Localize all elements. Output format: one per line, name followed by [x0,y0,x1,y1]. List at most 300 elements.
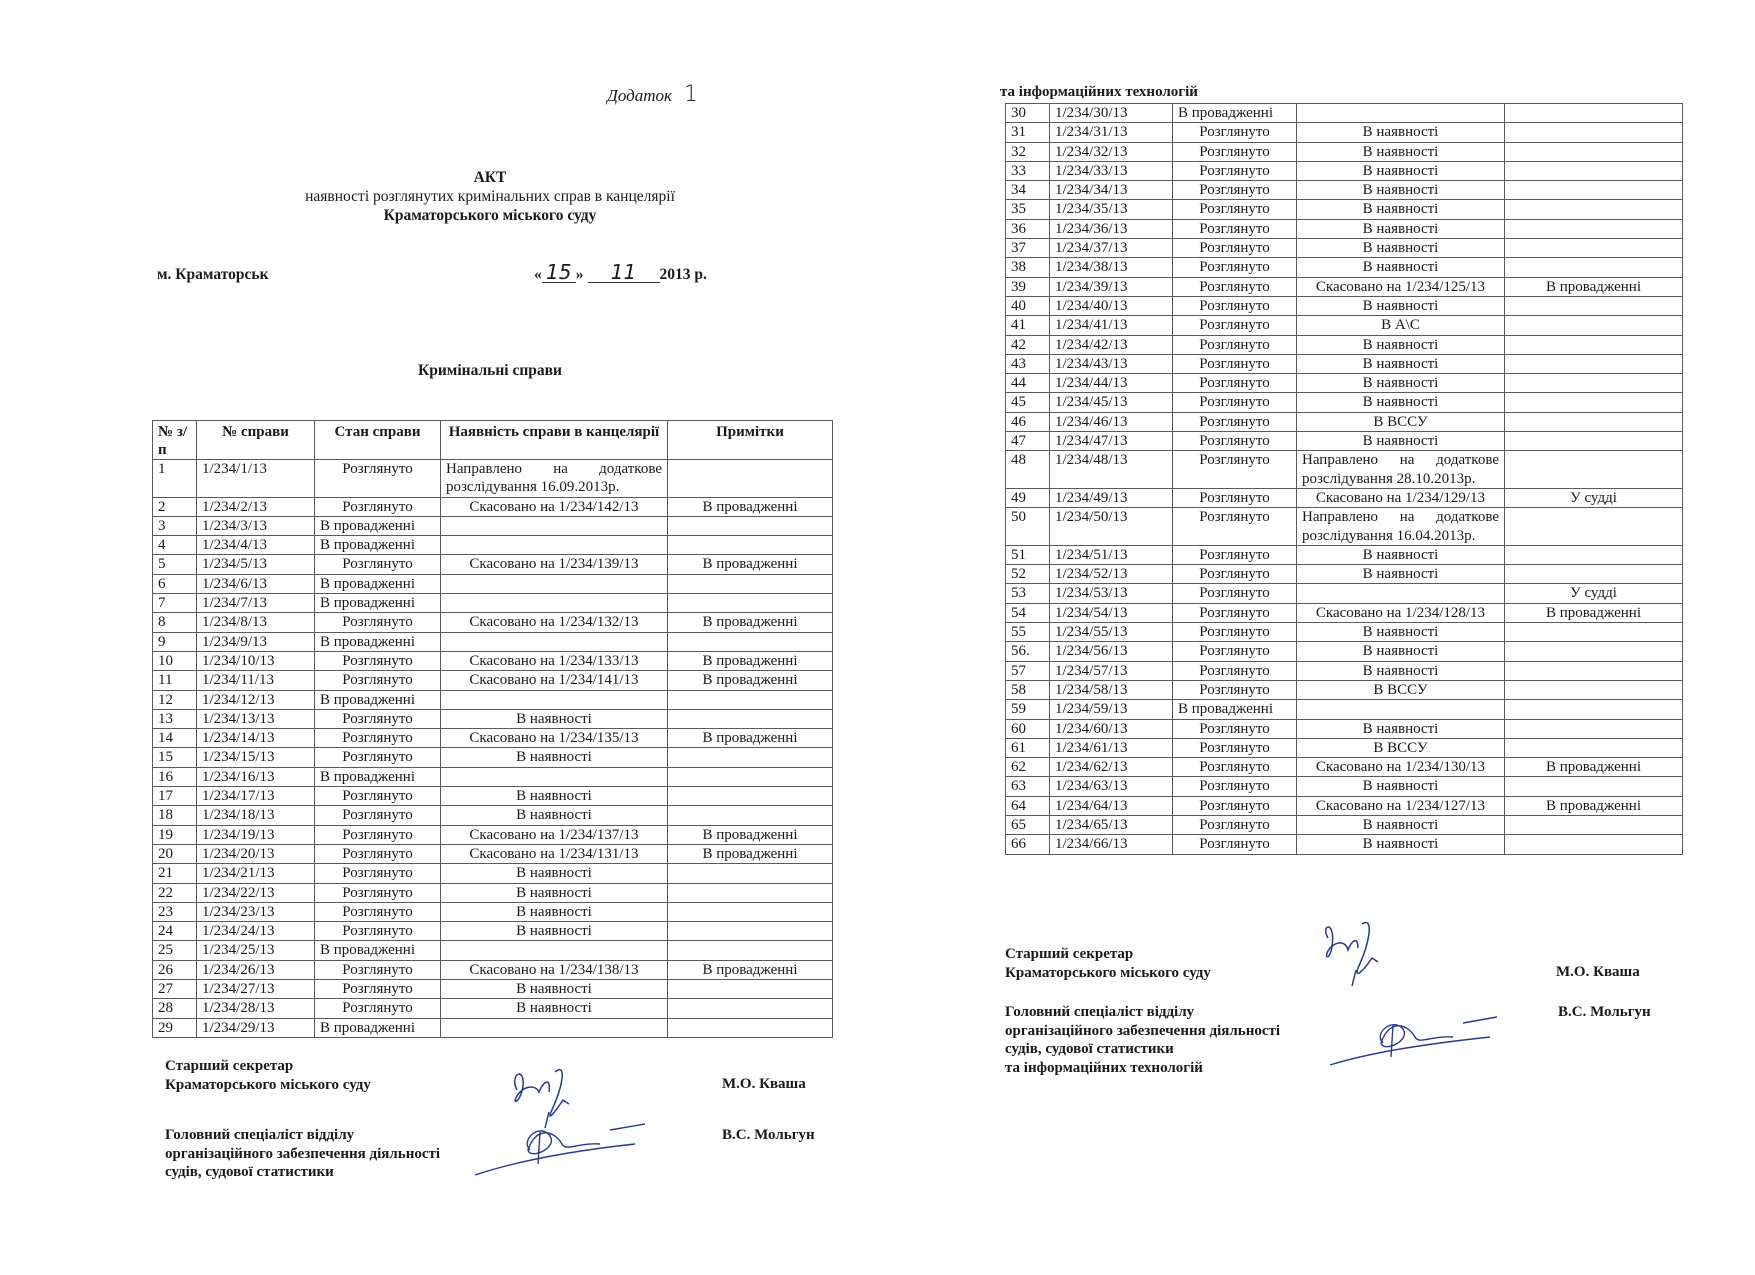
cell-case-status: Розглянуто [1173,623,1297,642]
cell-availability: В ВССУ [1297,680,1505,699]
cell-case-status: В провадженні [1173,104,1297,123]
cell-row-number: 6 [153,574,197,593]
cell-row-number: 36 [1006,219,1050,238]
cell-row-number: 35 [1006,200,1050,219]
cell-case-number: 1/234/11/13 [197,671,315,690]
cell-case-status: Розглянуто [1173,603,1297,622]
cell-availability: Скасовано на 1/234/131/13 [441,844,668,863]
cell-case-number: 1/234/46/13 [1050,412,1173,431]
cell-row-number: 23 [153,902,197,921]
cell-row-number: 34 [1006,181,1050,200]
cell-row-number: 2 [153,497,197,516]
cell-case-status: Розглянуто [1173,565,1297,584]
table-row [1006,219,1683,238]
cell-availability: Направлено на додаткове розслідування 16.09.2013р. [441,460,668,498]
table-row [1006,508,1683,546]
table-row [153,709,833,728]
cell-case-status: Розглянуто [315,844,441,863]
cell-notes: В провадженні [668,960,833,979]
col-header-case-status: Стан справи [315,421,441,460]
cell-notes: В провадженні [668,613,833,632]
cell-case-status: В провадженні [315,690,441,709]
table-row [153,460,833,498]
table-row [153,671,833,690]
cell-availability: В наявності [1297,661,1505,680]
cell-row-number: 43 [1006,354,1050,373]
cell-case-status: В провадженні [315,516,441,535]
cell-case-number: 1/234/16/13 [197,767,315,786]
cell-row-number: 49 [1006,488,1050,507]
cell-row-number: 64 [1006,796,1050,815]
cell-notes [1505,738,1683,757]
cell-case-number: 1/234/40/13 [1050,296,1173,315]
table-row [1006,700,1683,719]
table-row [153,632,833,651]
table-row [1006,181,1683,200]
table-row [153,651,833,670]
cell-row-number: 52 [1006,565,1050,584]
cell-case-number: 1/234/49/13 [1050,488,1173,507]
table-row [1006,451,1683,489]
cell-case-status: Розглянуто [1173,815,1297,834]
cell-case-number: 1/234/22/13 [197,883,315,902]
cell-case-number: 1/234/13/13 [197,709,315,728]
cell-case-number: 1/234/30/13 [1050,104,1173,123]
cell-case-number: 1/234/23/13 [197,902,315,921]
secretary-title-right [1005,945,1211,982]
table-row [153,844,833,863]
cell-row-number: 39 [1006,277,1050,296]
cell-row-number: 12 [153,690,197,709]
cell-case-number: 1/234/15/13 [197,748,315,767]
table-row [153,787,833,806]
cell-case-number: 1/234/18/13 [197,806,315,825]
cell-case-number: 1/234/65/13 [1050,815,1173,834]
cell-notes [1505,680,1683,699]
cell-case-number: 1/234/60/13 [1050,719,1173,738]
cell-row-number: 56. [1006,642,1050,661]
cell-case-status: Розглянуто [1173,508,1297,546]
cell-case-status: Розглянуто [1173,451,1297,489]
document-date [534,262,707,284]
cell-case-number: 1/234/10/13 [197,651,315,670]
cell-row-number: 37 [1006,239,1050,258]
table-row [153,729,833,748]
cell-availability [441,594,668,613]
cell-row-number: 55 [1006,623,1050,642]
table-row [1006,161,1683,180]
cell-availability [441,1018,668,1037]
cell-notes [1505,104,1683,123]
table-row [153,902,833,921]
cell-case-status: Розглянуто [315,864,441,883]
cell-availability [441,941,668,960]
specialist-title-right [1005,1003,1280,1077]
cell-case-status: Розглянуто [315,555,441,574]
cell-row-number: 28 [153,999,197,1018]
table-row [153,864,833,883]
cell-case-number: 1/234/39/13 [1050,277,1173,296]
cell-row-number: 57 [1006,661,1050,680]
cell-availability: В наявності [1297,393,1505,412]
cell-case-number: 1/234/14/13 [197,729,315,748]
cell-notes [1505,374,1683,393]
table-row [153,941,833,960]
cell-notes [1505,700,1683,719]
cell-case-number: 1/234/56/13 [1050,642,1173,661]
cell-case-number: 1/234/24/13 [197,922,315,941]
table-row [1006,661,1683,680]
specialist-title-line-1: Головний спеціаліст відділу [165,1127,355,1143]
cell-availability: Скасовано на 1/234/132/13 [441,613,668,632]
specialist-title-left [165,1126,440,1182]
cell-case-status: В провадженні [315,574,441,593]
cell-row-number: 16 [153,767,197,786]
cell-row-number: 62 [1006,758,1050,777]
specialist-title-line-3: судів, судової статистики [1005,1041,1174,1057]
cell-availability: В наявності [441,980,668,999]
cell-case-status: Розглянуто [315,729,441,748]
cell-availability: В наявності [1297,374,1505,393]
cell-row-number: 21 [153,864,197,883]
cell-row-number: 5 [153,555,197,574]
cell-availability: В А\С [1297,316,1505,335]
cell-row-number: 65 [1006,815,1050,834]
cell-row-number: 7 [153,594,197,613]
appendix-label [607,82,698,107]
cell-case-status: Розглянуто [315,980,441,999]
cell-case-status: Розглянуто [1173,374,1297,393]
table-row [153,516,833,535]
cell-case-number: 1/234/63/13 [1050,777,1173,796]
cell-row-number: 38 [1006,258,1050,277]
cell-row-number: 20 [153,844,197,863]
cell-row-number: 14 [153,729,197,748]
cell-availability: В наявності [441,709,668,728]
cell-row-number: 22 [153,883,197,902]
table-row [1006,565,1683,584]
cell-row-number: 53 [1006,584,1050,603]
cell-notes [668,594,833,613]
cell-availability [441,574,668,593]
cell-notes [1505,142,1683,161]
cell-case-status: Розглянуто [315,460,441,498]
cell-availability: В ВССУ [1297,412,1505,431]
cell-case-status: Розглянуто [1173,277,1297,296]
cell-case-status: Розглянуто [1173,123,1297,142]
cell-case-number: 1/234/64/13 [1050,796,1173,815]
cell-availability: Направлено на додаткове розслідування 16.04.2013р. [1297,508,1505,546]
cell-notes [1505,508,1683,546]
cell-notes [1505,719,1683,738]
cell-notes: В провадженні [1505,758,1683,777]
table-row [1006,296,1683,315]
cell-case-number: 1/234/55/13 [1050,623,1173,642]
cell-case-number: 1/234/58/13 [1050,680,1173,699]
table-row [153,980,833,999]
cell-notes [1505,161,1683,180]
col-header-case-number: № справи [197,421,315,460]
date-day: 15 [542,262,576,283]
cell-availability: Скасовано на 1/234/133/13 [441,651,668,670]
cell-notes [1505,181,1683,200]
date-year: 2013 р. [659,266,707,283]
cell-case-number: 1/234/3/13 [197,516,315,535]
cell-row-number: 11 [153,671,197,690]
cell-case-number: 1/234/21/13 [197,864,315,883]
cell-case-number: 1/234/61/13 [1050,738,1173,757]
cell-case-status: Розглянуто [315,960,441,979]
cell-case-status: Розглянуто [1173,758,1297,777]
cell-availability: Скасовано на 1/234/138/13 [441,960,668,979]
cell-case-number: 1/234/19/13 [197,825,315,844]
table-row [1006,104,1683,123]
cell-row-number: 10 [153,651,197,670]
cell-notes [668,806,833,825]
cell-case-number: 1/234/25/13 [197,941,315,960]
cell-notes [1505,200,1683,219]
cell-row-number: 4 [153,536,197,555]
cell-notes [1505,412,1683,431]
table-row [1006,432,1683,451]
cell-availability [441,767,668,786]
cell-case-status: Розглянуто [1173,642,1297,661]
cell-availability: Скасовано на 1/234/141/13 [441,671,668,690]
cell-case-status: Розглянуто [1173,335,1297,354]
cell-notes: В провадженні [668,555,833,574]
cell-availability: Скасовано на 1/234/128/13 [1297,603,1505,622]
cell-availability: В наявності [1297,161,1505,180]
cell-case-number: 1/234/28/13 [197,999,315,1018]
cell-notes [668,1018,833,1037]
cell-case-number: 1/234/20/13 [197,844,315,863]
cell-notes [1505,545,1683,564]
cell-row-number: 47 [1006,432,1050,451]
cell-row-number: 15 [153,748,197,767]
cell-notes [1505,835,1683,854]
cell-availability: В наявності [441,902,668,921]
cell-availability: Скасовано на 1/234/142/13 [441,497,668,516]
cell-case-number: 1/234/5/13 [197,555,315,574]
col-header-number: № з/п [153,421,197,460]
cell-notes [668,690,833,709]
cell-row-number: 25 [153,941,197,960]
cell-notes [1505,451,1683,489]
appendix-number: 1 [683,82,698,107]
specialist-name-left: В.С. Мольгун [722,1127,815,1143]
cell-case-status: Розглянуто [1173,296,1297,315]
cell-case-status: Розглянуто [315,671,441,690]
cell-row-number: 3 [153,516,197,535]
cell-row-number: 1 [153,460,197,498]
cell-availability: В наявності [441,806,668,825]
cell-notes: В провадженні [668,844,833,863]
cell-case-status: Розглянуто [315,999,441,1018]
col-header-availability: Наявність справи в канцелярії [441,421,668,460]
table-row [1006,374,1683,393]
cell-case-number: 1/234/34/13 [1050,181,1173,200]
cell-availability: В наявності [1297,354,1505,373]
cell-availability: В наявності [1297,432,1505,451]
cell-notes [668,748,833,767]
cell-case-number: 1/234/62/13 [1050,758,1173,777]
cell-availability: В наявності [1297,200,1505,219]
table-row [1006,123,1683,142]
cell-notes [1505,335,1683,354]
table-row [153,613,833,632]
cell-availability: В наявності [1297,239,1505,258]
cell-row-number: 41 [1006,316,1050,335]
specialist-signature-icon [1325,1015,1515,1075]
cell-row-number: 61 [1006,738,1050,757]
cell-case-status: В провадженні [315,1018,441,1037]
cell-case-status: Розглянуто [315,806,441,825]
table-row [1006,488,1683,507]
left-page [0,0,877,1275]
cell-notes [668,516,833,535]
cell-availability: Скасовано на 1/234/125/13 [1297,277,1505,296]
cell-availability: Скасовано на 1/234/139/13 [441,555,668,574]
cell-availability: В наявності [441,748,668,767]
cases-table-right-body [1006,104,1683,855]
date-quote-open: « [534,266,542,283]
cell-availability: В наявності [1297,219,1505,238]
cell-case-number: 1/234/54/13 [1050,603,1173,622]
cell-availability: В наявності [1297,777,1505,796]
cell-case-status: Розглянуто [1173,258,1297,277]
cell-notes: В провадженні [1505,796,1683,815]
cell-row-number: 42 [1006,335,1050,354]
cell-case-status: Розглянуто [315,787,441,806]
table-row [1006,603,1683,622]
cell-notes [668,922,833,941]
secretary-signature-icon [1318,918,1398,988]
cell-notes: В провадженні [668,671,833,690]
cell-case-number: 1/234/66/13 [1050,835,1173,854]
cell-case-status: Розглянуто [1173,239,1297,258]
cell-case-status: Розглянуто [315,613,441,632]
cell-availability: В наявності [441,999,668,1018]
table-row [1006,777,1683,796]
secretary-title-line-1: Старший секретар [165,1058,294,1074]
cell-row-number: 26 [153,960,197,979]
cell-case-status: Розглянуто [1173,835,1297,854]
specialist-title-line-1: Головний спеціаліст відділу [1005,1004,1195,1020]
cell-row-number: 19 [153,825,197,844]
table-row [1006,258,1683,277]
cell-case-number: 1/234/1/13 [197,460,315,498]
cell-case-status: Розглянуто [1173,161,1297,180]
cell-case-number: 1/234/42/13 [1050,335,1173,354]
table-row [1006,316,1683,335]
cell-row-number: 44 [1006,374,1050,393]
cell-case-status: Розглянуто [315,902,441,921]
cell-row-number: 9 [153,632,197,651]
continuation-header: та інформаційних технологій [1000,84,1198,100]
cell-row-number: 66 [1006,835,1050,854]
cell-case-number: 1/234/4/13 [197,536,315,555]
table-row [153,960,833,979]
cell-availability [1297,584,1505,603]
cell-availability: В наявності [1297,815,1505,834]
cell-case-status: Розглянуто [315,497,441,516]
cell-row-number: 45 [1006,393,1050,412]
cell-case-status: Розглянуто [1173,181,1297,200]
cell-case-status: В провадженні [315,767,441,786]
secretary-name-left: М.О. Кваша [722,1076,806,1092]
table-row [1006,680,1683,699]
appendix-text: Додаток [607,86,672,105]
cell-row-number: 40 [1006,296,1050,315]
cell-case-number: 1/234/59/13 [1050,700,1173,719]
specialist-signature-icon [470,1120,660,1180]
cell-availability: В наявності [441,883,668,902]
cell-row-number: 31 [1006,123,1050,142]
table-row [153,497,833,516]
cell-notes [1505,777,1683,796]
secretary-title-line-2: Краматорського міського суду [165,1076,371,1093]
cell-row-number: 8 [153,613,197,632]
cell-case-status: Розглянуто [315,825,441,844]
cell-notes [1505,815,1683,834]
cell-row-number: 58 [1006,680,1050,699]
cell-notes [1505,123,1683,142]
cell-case-status: Розглянуто [1173,354,1297,373]
cell-availability: Скасовано на 1/234/129/13 [1297,488,1505,507]
cell-availability [441,536,668,555]
cell-case-status: Розглянуто [1173,545,1297,564]
cell-availability: Скасовано на 1/234/135/13 [441,729,668,748]
cell-case-status: Розглянуто [1173,432,1297,451]
cell-row-number: 59 [1006,700,1050,719]
secretary-title-line-2: Краматорського міського суду [1005,964,1211,981]
cell-availability: В наявності [1297,123,1505,142]
table-row [153,555,833,574]
cell-availability [441,632,668,651]
cases-table-left [152,420,833,1038]
cell-notes [1505,565,1683,584]
table-row [153,748,833,767]
cell-case-status: Розглянуто [315,922,441,941]
cell-case-status: Розглянуто [1173,584,1297,603]
cell-notes [668,767,833,786]
table-row [153,1018,833,1037]
cell-availability: Скасовано на 1/234/130/13 [1297,758,1505,777]
cell-notes [1505,623,1683,642]
table-row [1006,142,1683,161]
secretary-name-right: М.О. Кваша [1556,964,1640,980]
cell-row-number: 33 [1006,161,1050,180]
cell-case-number: 1/234/7/13 [197,594,315,613]
cell-case-number: 1/234/38/13 [1050,258,1173,277]
cell-notes: В провадженні [1505,277,1683,296]
document-title [150,168,830,225]
cell-row-number: 30 [1006,104,1050,123]
cell-notes [1505,432,1683,451]
cell-case-status: Розглянуто [1173,219,1297,238]
table-row [1006,584,1683,603]
title-akt: АКТ [473,169,507,186]
cell-case-status: Розглянуто [1173,142,1297,161]
cell-row-number: 24 [153,922,197,941]
cell-notes [1505,393,1683,412]
cell-case-number: 1/234/17/13 [197,787,315,806]
table-row [1006,642,1683,661]
table-row [153,690,833,709]
specialist-title-line-3: судів, судової статистики [165,1164,334,1180]
table-row [1006,835,1683,854]
cell-availability: В наявності [1297,545,1505,564]
